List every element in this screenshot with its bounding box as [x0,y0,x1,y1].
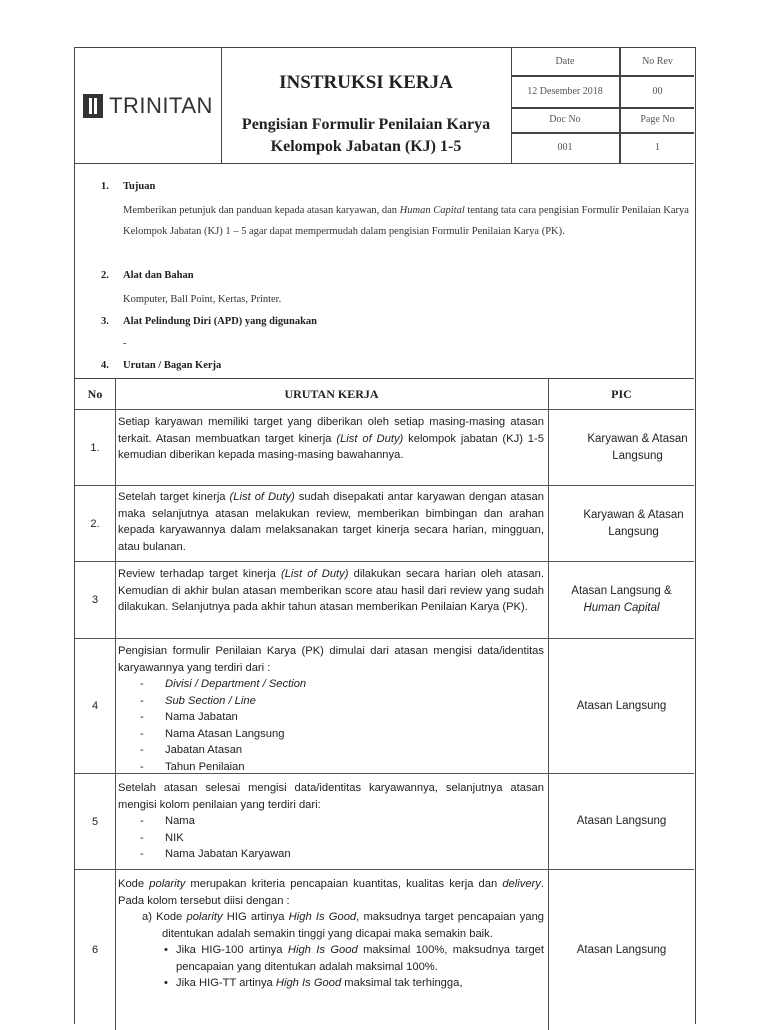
table-row: 2. Setelah target kinerja (List of Duty) sudah disepakati antar karyawan dengan atasan maka selanjutnya atasan melakukan review, memberikan bimbingan dan arahan kepada karyawannya dalam melaksanakan target kinerja secara harian, mingguan, atau bulanan. Karyawan & Atasan Langsung [75,486,694,562]
section-title: Urutan / Bagan Kerja [123,360,222,371]
header-pic: PIC [611,386,632,401]
step-pic: Atasan Langsung & Human Capital [571,585,672,614]
subtitle-line-2: Kelompok Jabatan (KJ) 1-5 [270,138,462,155]
section-title: Alat dan Bahan [123,270,194,281]
doc-value: 001 [557,142,573,153]
rev-label: No Rev [642,56,673,67]
document-subtitle [221,114,511,158]
logo [75,48,222,163]
table-header-row [75,379,694,410]
page-value: 1 [655,142,660,153]
header-work: URUTAN KERJA [115,379,549,409]
table-row: 3 Review terhadap target kinerja (List of Duty) dilakukan secara harian oleh atasan. Kemudian di akhir bulan atasan memberikan score atau hasil dari review yang sudah dilakukan. Selanjutnya pada akhir tahun atasan memberikan Penilaian Karya (PK). Atasan Langsung & Human Capital [75,562,694,639]
step-pic: Atasan Langsung [576,943,667,956]
rev-value: 00 [652,86,663,97]
step-text: Pengisian formulir Penilaian Karya (PK) dimulai dari atasan mengisi data/identitas karyawannya yang terdiri dari : - Divisi / Department / Section - Sub Section / Line - Nama Jabatan - Nama Atasan Langsung - Jabatan Atasan - Tahun Penilaian [115,639,549,773]
trinitan-logo-icon [83,94,103,118]
document-meta [511,48,694,163]
date-value: 12 Desember 2018 [527,86,603,97]
section-title: Tujuan [123,181,156,192]
table-row: 1. Setiap karyawan memiliki target yang diberikan oleh setiap masing-masing atasan terkait. Atasan membuatkan target kinerja (List of Duty) kelompok jabatan (KJ) 1-5 kemudian diberikan kepada masing-masing bawahannya. Karyawan & Atasan Langsung [75,410,694,486]
subtitle-line-1: Pengisian Formulir Penilaian Karya [241,116,491,133]
step-pic: Atasan Langsung [576,815,667,827]
page-label: Page No [640,114,675,125]
document-title: INSTRUKSI KERJA [279,72,453,93]
section-1-text: Memberikan petunjuk dan panduan kepada atasan karyawan, dan Human Capital tentang tata cara pengisian Formulir Penilaian Karya Kelompok Jabatan (KJ) 1 – 5 agar dapat mempermudah dalam pengisian Formulir Penilaian Karya (PK). [123,205,689,237]
step-pic: Karyawan & Atasan Langsung [587,432,688,462]
doc-label: Doc No [549,114,581,125]
step-text: Kode polarity merupakan kriteria pencapaian kuantitas, kualitas kerja dan delivery. Pada kolom tersebut diisi dengan : a) Kode polarity HIG artinya High Is Good, maksudnya target pencapaian yang ditentukan adalah semakin tinggi yang dicapai maka semakin baik. • Jika HIG-100 artinya High Is Good maksimal 100%, maksudnya target pencapaian yang ditentukan adalah maksimal 100%. • Jika HIG-TT artinya High Is Good maksimal tak terhingga, [115,870,549,1030]
table-row: 5 Setelah atasan selesai mengisi data/identitas karyawannya, selanjutnya atasan mengisi kolom penilaian yang terdiri dari: - Nama - NIK - Nama Jabatan Karyawan Atasan Langsung [75,774,694,870]
step-text: Setelah atasan selesai mengisi data/identitas karyawannya, selanjutnya atasan mengisi kolom penilaian yang terdiri dari: - Nama - NIK - Nama Jabatan Karyawan [115,774,549,869]
table-row: 6 Kode polarity merupakan kriteria pencapaian kuantitas, kualitas kerja dan delivery. Pada kolom tersebut diisi dengan : a) Kode polarity HIG artinya High Is Good, maksudnya target pencapaian yang ditentukan adalah semakin tinggi yang dicapai maka semakin baik. • Jika HIG-100 artinya High Is Good maksimal 100%, maksudnya target pencapaian yang ditentukan adalah maksimal 100%. • Jika HIG-TT artinya High Is Good maksimal tak terhingga, Atasan Langsung [75,870,694,1030]
table-row: 4 Pengisian formulir Penilaian Karya (PK) dimulai dari atasan mengisi data/identitas karyawannya yang terdiri dari : - Divisi / Department / Section - Sub Section / Line - Nama Jabatan - Nama Atasan Langsung - Jabatan Atasan - Tahun Penilaian Atasan Langsung [75,639,694,774]
step-pic: Karyawan & Atasan Langsung [583,508,684,538]
document-header [75,48,694,164]
document-page: TRINITAN INSTRUKSI KERJA Pengisian Formulir Penilaian Karya Kelompok Jabatan (KJ) 1-5 Date No Rev 12 Desember 2018 00 Doc No Page No 001 1 1. Tujuan Memberikan petunjuk dan panduan kepada atasan karyawan, dan Human Capital tentang tata cara pengisian Formulir Penilaian Karya Kelompok Jabatan (KJ) 1 – 5 agar dapat mempermudah dalam pengisian Formulir Penilaian Karya (PK). 2. Alat dan Bahan Komputer, Ball Point, Kertas, Printer. 3. Alat Pelindung Diri (APD) yang digunakan - 4. Urutan / Bagan Kerja No URUTAN KERJA PIC 1. Setiap karyawan memiliki target yang diberikan oleh setiap masing-masing atasan terkait. Atasan membuatkan target kinerja (List of Duty) kelompok jabatan (KJ) 1-5 kemudian diberikan kepada masing-masing bawahannya. Karyawan & Atasan Langsung 2. Setelah target kinerja (List of Duty) sudah disepakati antar karyawan dengan atasan maka selanjutnya atasan melakukan review, memberikan bimbingan dan arahan kepada karyawannya dalam melaksanakan target kinerja secara harian, mingguan, atau bulanan. Karyawan & Atasan Langsung 3 Review terhadap target kinerja (List of Duty) dilakukan secara harian oleh atasan. Kemudian di akhir bulan atasan memberikan score atau hasil dari review yang sudah dilakukan. Selanjutnya pada akhir tahun atasan memberikan Penilaian Karya (PK). Atasan Langsung & Human Capital 4 Pengisian formulir Penilaian Karya (PK) dimulai dari atasan mengisi data/identitas karyawannya yang terdiri dari : - Divisi / Department / Section - Sub Section / Line - Nama Jabatan - Nama Atasan Langsung - Jabatan Atasan - Tahun Penilaian Atasan Langsung 5 Setelah atasan selesai mengisi data/identitas karyawannya, selanjutnya atasan mengisi kolom penilaian yang terdiri dari: - Nama - NIK - Nama Jabatan Karyawan Atasan Langsung 6 Kode polarity merupakan kriteria pencapaian kuantitas, kualitas kerja dan delivery. Pada kolom tersebut diisi dengan : a) Kode polarity HIG artinya High Is Good, maksudnya target pencapaian yang ditentukan adalah semakin tinggi yang dicapai maka semakin baik. • Jika HIG-100 artinya High Is Good maksimal 100%, maksudnya target pencapaian yang ditentukan adalah maksimal 100%. • Jika HIG-TT artinya High Is Good maksimal tak terhingga, Atasan Langsung [74,47,696,1024]
step-text: Setelah target kinerja (List of Duty) sudah disepakati antar karyawan dengan atasan maka selanjutnya atasan melakukan review, memberikan bimbingan dan arahan kepada karyawannya dalam melaksanakan target kinerja secara harian, mingguan, atau bulanan. [115,486,549,561]
step-pic: Atasan Langsung [576,699,667,712]
step-text: Setiap karyawan memiliki target yang diberikan oleh setiap masing-masing atasan terkait. Atasan membuatkan target kinerja (List of Duty) kelompok jabatan (KJ) 1-5 kemudian diberikan kepada masing-masing bawahannya. [115,410,549,485]
title-cell [221,48,512,163]
section-2-text: Komputer, Ball Point, Kertas, Printer. [123,294,282,305]
header-no: No [75,379,116,409]
step-text: Review terhadap target kinerja (List of Duty) dilakukan secara harian oleh atasan. Kemudian di akhir bulan atasan memberikan score atau hasil dari review yang sudah dilakukan. Selanjutnya pada akhir tahun atasan memberikan Penilaian Karya (PK). [115,562,549,638]
section-3-text: - [123,338,127,349]
logo-text: TRINITAN [109,92,213,118]
date-label: Date [555,56,575,67]
section-title: Alat Pelindung Diri (APD) yang digunakan [123,316,317,327]
